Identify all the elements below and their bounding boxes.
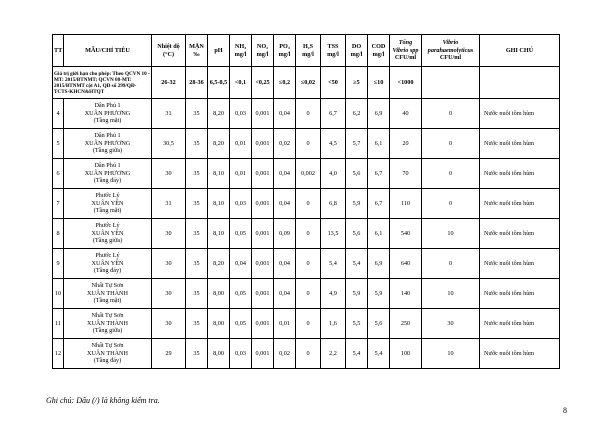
cell-value: 5,4 [321, 249, 346, 279]
cell-value: 0,001 [252, 159, 274, 189]
sample-name [64, 279, 152, 309]
cell-value: 30 [152, 219, 186, 249]
row-note: Nước nuôi tôm hùm [480, 309, 560, 339]
cell-value: 8,00 [208, 339, 230, 369]
cell-value: 0,001 [252, 129, 274, 159]
limit-value: 6,5-8,5 [208, 67, 230, 99]
cell-value: 0,05 [230, 279, 252, 309]
cell-value: 8,00 [208, 279, 230, 309]
cell-value: 0,03 [230, 99, 252, 129]
sample-name-line: (Tầng giữa) [92, 237, 123, 245]
row-number: 8 [53, 219, 64, 249]
cell-value: 30 [422, 309, 480, 339]
cell-value: 8,20 [208, 249, 230, 279]
column-header-line: mg/l [302, 50, 314, 58]
cell-value: 6,2 [346, 99, 368, 129]
sample-name-line: XUÂN YÊN [91, 229, 124, 237]
cell-value: 0,03 [230, 189, 252, 219]
cell-value: 0 [422, 249, 480, 279]
cell-value: 5,7 [346, 129, 368, 159]
sample-name-line: (Tầng mặt) [93, 297, 122, 305]
sample-name-line: Nhất Tự Sơn [91, 282, 124, 290]
row-note: Nước nuôi tôm hùm [480, 279, 560, 309]
row-number: 10 [53, 279, 64, 309]
column-header-line: Vibrio [442, 39, 459, 47]
column-header-line: Vibrio spp [392, 46, 419, 54]
cell-value: 6,8 [321, 189, 346, 219]
column-header [390, 35, 422, 67]
cell-value: 35 [186, 159, 208, 189]
sample-name-line: XUÂN PHƯƠNG [84, 169, 131, 177]
cell-value: 5,9 [368, 279, 390, 309]
limit-value: <0,25 [252, 67, 274, 99]
sample-name-line: (Tầng giữa) [92, 147, 123, 155]
cell-value: 35 [186, 249, 208, 279]
cell-value: 0,001 [252, 99, 274, 129]
cell-value: 0,001 [252, 219, 274, 249]
sample-name-line: (Tầng mặt) [93, 207, 122, 215]
row-note: Nước nuôi tôm hùm [480, 339, 560, 369]
cell-value: 0,01 [274, 309, 296, 339]
cell-value: 5,9 [346, 189, 368, 219]
cell-value: 0 [296, 99, 321, 129]
cell-value: 640 [390, 249, 422, 279]
column-header-line: Tổng [398, 39, 413, 47]
page-number: 8 [563, 406, 567, 415]
column-header-line: parahaemolyticus [427, 46, 474, 54]
cell-value: 0 [296, 129, 321, 159]
cell-value: 540 [390, 219, 422, 249]
limit-value: <50 [321, 67, 346, 99]
table-row [53, 219, 560, 249]
cell-value: 0,05 [230, 309, 252, 339]
limit-value: ≤0,2 [274, 67, 296, 99]
column-header-line: MẶN [189, 43, 204, 51]
cell-value: 100 [390, 339, 422, 369]
cell-value: 0,001 [252, 339, 274, 369]
limit-label: Giá trị giới hạn cho phép: Theo QCVN 10 - MT: 2015/BTNMT; QCVN 08-MT: 2015/BTNMT cột A1, QĐ số 299/QĐ-TCTS-KHCN&HTQT [53, 67, 152, 99]
cell-value: 0 [422, 189, 480, 219]
sample-name [64, 189, 152, 219]
column-header-line: pH [214, 46, 223, 54]
column-header-line: TSS [327, 43, 339, 51]
column-header-line: mg/l [256, 50, 269, 58]
table-row [53, 129, 560, 159]
cell-value: 250 [390, 309, 422, 339]
cell-value: 6,9 [368, 99, 390, 129]
limit-value [422, 67, 480, 99]
cell-value: 30 [152, 249, 186, 279]
cell-value: 10 [422, 219, 480, 249]
cell-value: 0 [296, 219, 321, 249]
sample-name-line: XUÂN THÀNH [87, 289, 128, 297]
column-header [480, 35, 560, 67]
sample-name-line: Dân Phú 1 [94, 102, 121, 110]
column-header-line: NH₄ [234, 43, 247, 51]
cell-value: 4,0 [321, 159, 346, 189]
column-header [230, 35, 252, 67]
cell-value: 0,04 [230, 249, 252, 279]
cell-value: 20 [390, 129, 422, 159]
cell-value: 4,5 [321, 129, 346, 159]
cell-value: 8,10 [208, 189, 230, 219]
column-header-line: mg/l [350, 50, 363, 58]
cell-value: 35 [186, 219, 208, 249]
cell-value: 0,001 [252, 309, 274, 339]
cell-value: 0,04 [274, 159, 296, 189]
sample-name-line: (Tầng mặt) [93, 117, 122, 125]
column-header-line: mg/l [234, 50, 247, 58]
column-header-line: mg/l [372, 50, 385, 58]
limit-value: ≤10 [368, 67, 390, 99]
sample-name-line: (Tầng giữa) [92, 327, 123, 335]
sample-name [64, 129, 152, 159]
table-row [53, 189, 560, 219]
sample-name-line: XUÂN THÀNH [87, 319, 128, 327]
cell-value: 5,4 [346, 249, 368, 279]
limit-value: ≤0,02 [296, 67, 321, 99]
row-note: Nước nuôi tôm hùm [480, 189, 560, 219]
cell-value: 10 [422, 339, 480, 369]
column-header-line: NO₂ [256, 43, 269, 51]
table-row [53, 99, 560, 129]
cell-value: 5,6 [368, 309, 390, 339]
cell-value: 8,00 [208, 309, 230, 339]
cell-value: 0 [296, 309, 321, 339]
cell-value: 6,1 [368, 219, 390, 249]
cell-value: 5,6 [346, 219, 368, 249]
limit-value: 26-32 [152, 67, 186, 99]
cell-value: 6,7 [368, 159, 390, 189]
cell-value: 5,5 [346, 309, 368, 339]
sample-name-line: XUÂN PHƯƠNG [84, 139, 131, 147]
cell-value: 0,001 [252, 279, 274, 309]
sample-name-line: Nhất Tự Sơn [91, 342, 124, 350]
column-header [152, 35, 186, 67]
row-number: 7 [53, 189, 64, 219]
cell-value: 0,04 [274, 99, 296, 129]
cell-value: 0,04 [274, 189, 296, 219]
table-row [53, 159, 560, 189]
sample-name [64, 99, 152, 129]
cell-value: 140 [390, 279, 422, 309]
cell-value: 35 [186, 189, 208, 219]
cell-value: 0,001 [252, 189, 274, 219]
column-header-line: ‰ [193, 50, 200, 58]
limit-row [53, 67, 560, 99]
column-header [321, 35, 346, 67]
cell-value: 5,9 [346, 279, 368, 309]
column-header [368, 35, 390, 67]
cell-value: 1,6 [321, 309, 346, 339]
cell-value: 6,7 [368, 189, 390, 219]
column-header [64, 35, 152, 67]
column-header-line: DO [351, 43, 362, 51]
column-header [208, 35, 230, 67]
cell-value: 8,10 [208, 219, 230, 249]
cell-value: 0 [422, 159, 480, 189]
sample-name [64, 339, 152, 369]
cell-value: 0,03 [230, 339, 252, 369]
sample-name-line: (Tầng đáy) [93, 177, 122, 185]
sample-name-line: Phước Lý [95, 192, 120, 200]
sample-name-line: (Tầng đáy) [93, 267, 122, 275]
cell-value: 0 [422, 129, 480, 159]
row-note: Nước nuôi tôm hùm [480, 99, 560, 129]
cell-value: 0,02 [274, 339, 296, 369]
cell-value: 0 [296, 279, 321, 309]
sample-name-line: XUÂN THÀNH [87, 349, 128, 357]
column-header-line: H₂S [302, 43, 314, 51]
limit-value: ≥5 [346, 67, 368, 99]
cell-value: 0,01 [230, 129, 252, 159]
cell-value: 0,04 [274, 279, 296, 309]
cell-value: 35 [186, 309, 208, 339]
sample-name-line: Phước Lý [95, 222, 120, 230]
cell-value: 5,4 [346, 339, 368, 369]
sample-name-line: XUÂN YÊN [91, 199, 124, 207]
column-header-line: COD [371, 43, 386, 51]
column-header-line: Nhiệt độ [157, 43, 180, 51]
sample-name-line: XUÂN YÊN [91, 259, 124, 267]
water-quality-table [52, 34, 560, 369]
limit-value: <0,1 [230, 67, 252, 99]
column-header [296, 35, 321, 67]
column-header-line: TT [54, 46, 63, 54]
row-note: Nước nuôi tôm hùm [480, 159, 560, 189]
sample-name-line: Dân Phú 1 [94, 162, 121, 170]
row-note: Nước nuôi tôm hùm [480, 249, 560, 279]
cell-value: 8,20 [208, 129, 230, 159]
sample-name [64, 219, 152, 249]
row-number: 11 [53, 309, 64, 339]
row-number: 5 [53, 129, 64, 159]
cell-value: 30 [152, 309, 186, 339]
cell-value: 31 [152, 189, 186, 219]
row-number: 9 [53, 249, 64, 279]
cell-value: 0,05 [230, 219, 252, 249]
sample-name [64, 159, 152, 189]
table-header-row [53, 35, 560, 67]
cell-value: 2,2 [321, 339, 346, 369]
sample-name-line: (Tầng đáy) [93, 357, 122, 365]
cell-value: 40 [390, 99, 422, 129]
cell-value: 30 [152, 159, 186, 189]
cell-value: 29 [152, 339, 186, 369]
cell-value: 30,5 [152, 129, 186, 159]
table-row [53, 339, 560, 369]
cell-value: 0 [422, 99, 480, 129]
table-row [53, 309, 560, 339]
sample-name-line: Nhất Tự Sơn [91, 312, 124, 320]
cell-value: 0,09 [274, 219, 296, 249]
cell-value: 6,9 [368, 249, 390, 279]
column-header-line: CFU/ml [439, 54, 462, 62]
column-header-line: CFU/ml [394, 54, 417, 62]
cell-value: 13,5 [321, 219, 346, 249]
cell-value: 70 [390, 159, 422, 189]
cell-value: 35 [186, 279, 208, 309]
cell-value: 0,002 [296, 159, 321, 189]
cell-value: 0,04 [274, 249, 296, 279]
column-header-line: MẪU/CHỈ TIÊU [85, 46, 130, 54]
cell-value: 6,1 [368, 129, 390, 159]
row-number: 12 [53, 339, 64, 369]
sample-name-line: Dân Phú 1 [94, 132, 121, 140]
column-header [422, 35, 480, 67]
column-header-line: mg/l [327, 50, 339, 58]
cell-value: 5,6 [346, 159, 368, 189]
column-header [346, 35, 368, 67]
column-header [186, 35, 208, 67]
sample-name-line: XUÂN PHƯƠNG [84, 109, 131, 117]
cell-value: 5,4 [368, 339, 390, 369]
column-header-line: (°C) [162, 50, 175, 58]
row-note: Nước nuôi tôm hùm [480, 129, 560, 159]
limit-value: 28-36 [186, 67, 208, 99]
column-header-line: mg/l [278, 50, 291, 58]
column-header [252, 35, 274, 67]
cell-value: 8,20 [208, 99, 230, 129]
sample-name [64, 309, 152, 339]
cell-value: 30 [152, 279, 186, 309]
cell-value: 0,001 [252, 249, 274, 279]
cell-value: 110 [390, 189, 422, 219]
cell-value: 0,02 [274, 129, 296, 159]
table-row [53, 249, 560, 279]
row-note: Nước nuôi tôm hùm [480, 219, 560, 249]
cell-value: 4,9 [321, 279, 346, 309]
sample-name-line: Phước Lý [95, 252, 120, 260]
sample-name [64, 249, 152, 279]
cell-value: 31 [152, 99, 186, 129]
cell-value: 6,7 [321, 99, 346, 129]
column-header [53, 35, 64, 67]
footer-note: Ghi chú: Dấu (/) là không kiểm tra. [46, 396, 160, 405]
cell-value: 10 [422, 279, 480, 309]
column-header-line: GHI CHÚ [505, 46, 534, 54]
row-number: 6 [53, 159, 64, 189]
cell-value: 0,01 [230, 159, 252, 189]
column-header [274, 35, 296, 67]
cell-value: 35 [186, 99, 208, 129]
column-header-line: PO₄ [279, 43, 290, 51]
cell-value: 35 [186, 339, 208, 369]
row-number: 4 [53, 99, 64, 129]
table-row [53, 279, 560, 309]
cell-value: 8,10 [208, 159, 230, 189]
limit-value [480, 67, 560, 99]
limit-value: <1000 [390, 67, 422, 99]
cell-value: 0 [296, 189, 321, 219]
cell-value: 0 [296, 249, 321, 279]
cell-value: 35 [186, 129, 208, 159]
cell-value: 0 [296, 339, 321, 369]
